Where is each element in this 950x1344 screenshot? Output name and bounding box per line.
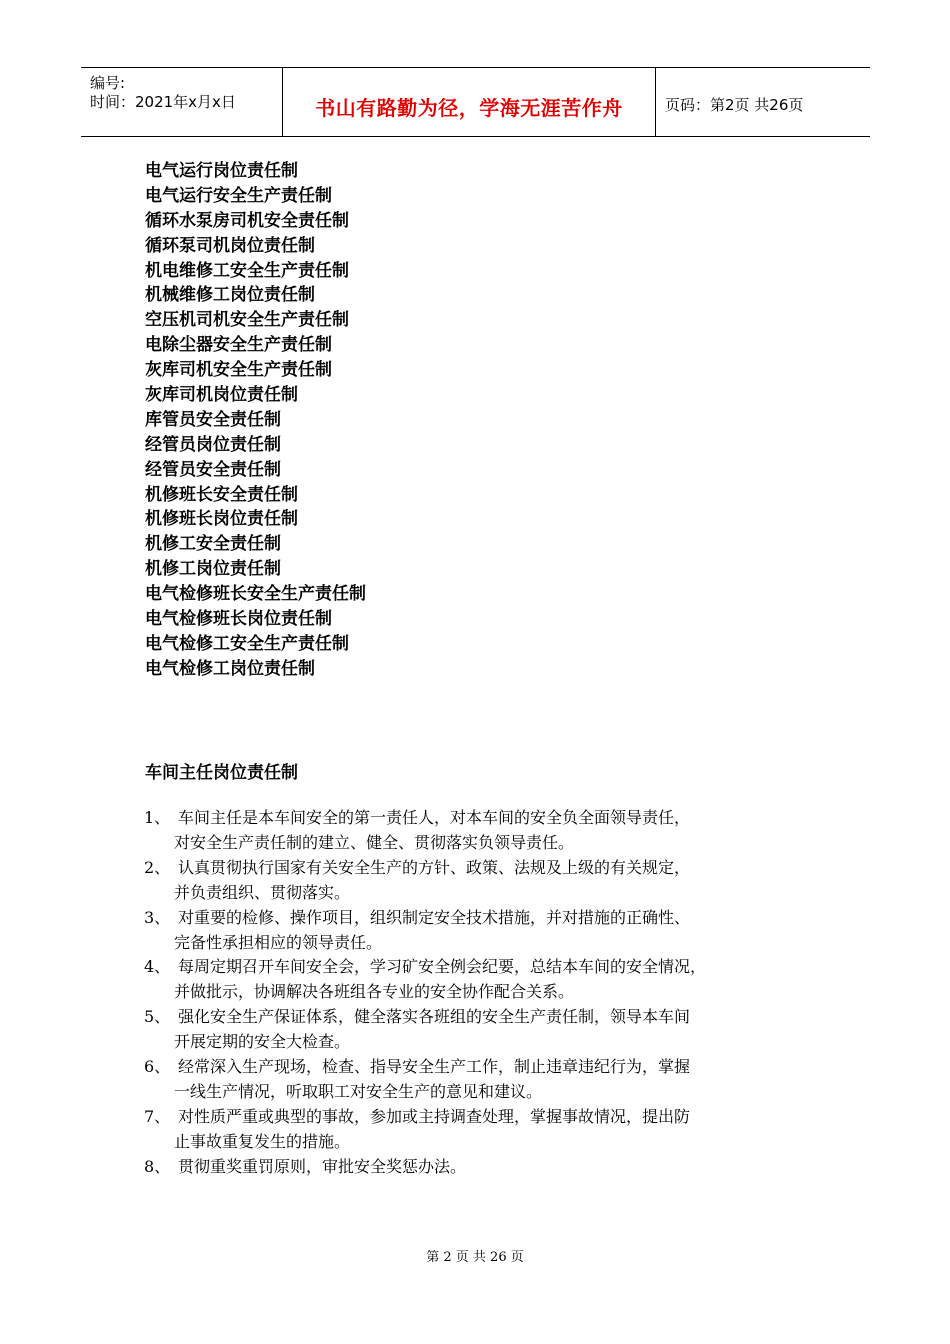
title-item: 电气运行岗位责任制: [145, 161, 298, 181]
clause-line: 并负责组织、贯彻落实。: [174, 882, 351, 902]
clause-line: 并做批示，协调解决各班组各专业的安全协作配合关系。: [174, 982, 575, 1002]
clause-item: [144, 954, 824, 1004]
clause-line: 每周定期召开车间安全会，学习矿安全例会纪要，总结本车间的安全情况，: [178, 957, 707, 977]
header-page-info: 页码：第2页 共26页: [665, 96, 804, 114]
clause-number: 3、: [144, 907, 171, 927]
clause-line: 车间主任是本车间安全的第一责任人，对本车间的安全负全面领导责任，: [178, 808, 691, 827]
responsibility-title-list: [145, 159, 366, 682]
title-item: 机修工安全责任制: [145, 534, 281, 555]
clause-number: 8、: [144, 1156, 171, 1176]
title-item: 电气检修工岗位责任制: [145, 658, 315, 679]
title-item: 电气检修班长安全生产责任制: [145, 584, 366, 605]
title-item: 经管员岗位责任制: [145, 434, 281, 455]
title-item: 电气检修工安全生产责任制: [145, 633, 349, 654]
title-item: 机修工岗位责任制: [145, 559, 281, 580]
clause-number: 7、: [144, 1106, 171, 1126]
clause-list: [144, 805, 824, 1203]
title-item: 机械维修工岗位责任制: [145, 285, 315, 306]
title-item: 空压机司机安全生产责任制: [145, 310, 349, 331]
clause-item: [144, 905, 824, 955]
clause-line: 开展定期的安全大检查。: [174, 1032, 351, 1052]
clause-number: 4、: [144, 957, 171, 977]
title-item: 机电维修工安全生产责任制: [145, 260, 349, 281]
header-page-cell: [656, 68, 870, 136]
clause-item: [144, 1004, 824, 1054]
section-heading: 车间主任岗位责任制: [145, 763, 298, 783]
title-item: 循环泵司机岗位责任制: [145, 235, 315, 256]
clause-line: 经常深入生产现场，检查、指导安全生产工作，制止违章违纪行为，掌握: [178, 1056, 691, 1076]
clause-line: 止事故重复发生的措施。: [174, 1131, 351, 1151]
header-meta-cell: [81, 68, 283, 136]
clause-item: [144, 805, 824, 855]
title-item: 灰库司机岗位责任制: [145, 385, 298, 406]
clause-number: 1、: [144, 808, 171, 827]
title-item: 灰库司机安全生产责任制: [145, 360, 332, 381]
clause-number: 5、: [144, 1007, 171, 1027]
title-item: 循环水泵房司机安全责任制: [145, 210, 349, 231]
clause-line: 对重要的检修、操作项目，组织制定安全技术措施，并对措施的正确性、: [178, 907, 691, 927]
title-item: 机修班长安全责任制: [145, 484, 298, 505]
page-footer: 第 2 页 共 26 页: [426, 1250, 524, 1265]
clause-item: [144, 855, 824, 905]
clause-number: 6、: [144, 1056, 171, 1076]
title-item: 电除尘器安全生产责任制: [145, 335, 332, 356]
clause-item: [144, 1154, 824, 1204]
header-motto-cell: [283, 68, 656, 136]
document-header: [81, 67, 870, 137]
clause-line: 完备性承担相应的领导责任。: [174, 932, 383, 952]
clause-line: 贯彻重奖重罚原则，审批安全奖惩办法。: [178, 1156, 467, 1176]
title-item: 库管员安全责任制: [145, 409, 281, 430]
clause-line: 一线生产情况，听取职工对安全生产的意见和建议。: [174, 1081, 543, 1101]
clause-item: [144, 1054, 824, 1104]
title-item: 电气运行安全生产责任制: [145, 185, 332, 206]
title-item: 机修班长岗位责任制: [145, 509, 298, 530]
clause-number: 2、: [144, 857, 171, 877]
document-number-label: 编号:: [90, 74, 126, 92]
clause-line: 强化安全生产保证体系，健全落实各班组的安全生产责任制，领导本车间: [178, 1007, 691, 1027]
clause-line: 对安全生产责任制的建立、健全、贯彻落实负领导责任。: [174, 833, 575, 852]
clause-line: 认真贯彻执行国家有关安全生产的方针、政策、法规及上级的有关规定，: [178, 857, 691, 877]
title-item: 电气检修班长岗位责任制: [145, 609, 332, 630]
document-time-label: 时间：2021年x月x日: [90, 93, 236, 111]
clause-item: [144, 1104, 824, 1154]
clause-line: 对性质严重或典型的事故，参加或主持调查处理，掌握事故情况，提出防: [178, 1106, 691, 1126]
header-motto: 书山有路勤为径，学海无涯苦作舟: [315, 96, 623, 120]
title-item: 经管员安全责任制: [145, 459, 281, 480]
